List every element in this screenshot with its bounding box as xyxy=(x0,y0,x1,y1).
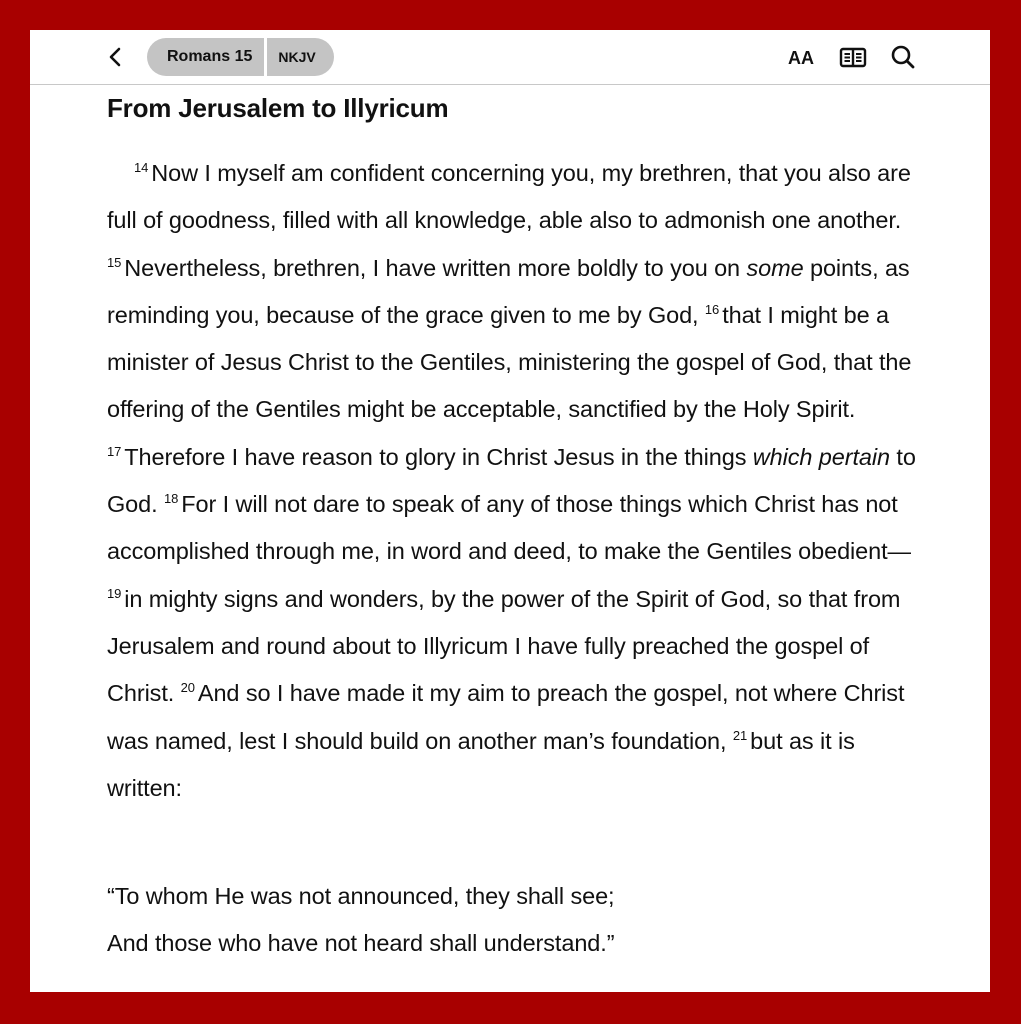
poetry-line: And those who have not heard shall understand.” xyxy=(107,930,615,957)
book-icon[interactable] xyxy=(838,43,868,71)
verse-italic-text: some xyxy=(746,254,804,281)
top-toolbar xyxy=(30,30,990,85)
chevron-left-icon[interactable] xyxy=(102,43,130,71)
reader-window xyxy=(30,30,990,992)
chapter-selector xyxy=(147,38,334,76)
verse-number: 15 xyxy=(107,254,122,270)
verse-number: 16 xyxy=(704,301,720,317)
verse-text: points, as reminding you, because of the grace given to me by God, xyxy=(107,254,910,328)
font-size-icon[interactable] xyxy=(788,43,818,71)
verse-text: And so I have made it my aim to preach the gospel, not where Christ was named, lest I should build on another man’s foundation, xyxy=(107,680,905,754)
verse-text: Therefore I have reason to glory in Christ Jesus in the things xyxy=(124,443,753,470)
verse-number: 21 xyxy=(732,727,748,743)
font-size-label: AA xyxy=(788,48,814,68)
verse-text: Nevertheless, brethren, I have written more boldly to you on xyxy=(124,254,747,281)
verse-number: 19 xyxy=(107,585,122,601)
poetry-line: “To whom He was not announced, they shall see; xyxy=(107,883,615,909)
section-heading: From Jerusalem to Illyricum xyxy=(107,93,449,123)
verse-text: Now I myself am confident concerning you, my brethren, that you also are full of goodness, filled with all knowledge, able also to admonish one another. xyxy=(107,160,911,234)
verse-number: 17 xyxy=(107,443,122,459)
verse-text: in mighty signs and wonders, by the power of the Spirit of God, so that from Jerusalem and round about to Illyricum I have fully preached the gospel of Christ. xyxy=(107,585,901,707)
verse-text: For I will not dare to speak of any of those things which Christ has not accomplished through me, in word and deed, to make the Gentiles obedient— xyxy=(107,491,911,565)
book-chapter-button[interactable]: Romans 15 xyxy=(147,38,264,76)
verse-text: but as it is written: xyxy=(107,727,855,801)
verse-number: 18 xyxy=(163,491,179,507)
verse-text: to God. xyxy=(107,443,916,518)
scripture-passage xyxy=(107,150,919,812)
verse-italic-text: which pertain xyxy=(752,443,890,470)
poetry-quote xyxy=(107,873,919,968)
verse-text: that I might be a minister of Jesus Christ to the Gentiles, ministering the gospel of God, that the offering of the Gentiles might be acceptable, sanctified by the Holy Spirit. xyxy=(107,301,912,423)
verse-number: 14 xyxy=(134,160,149,175)
verse-number: 20 xyxy=(180,680,195,696)
search-icon[interactable] xyxy=(888,43,918,71)
version-button[interactable]: NKJV xyxy=(267,38,333,76)
